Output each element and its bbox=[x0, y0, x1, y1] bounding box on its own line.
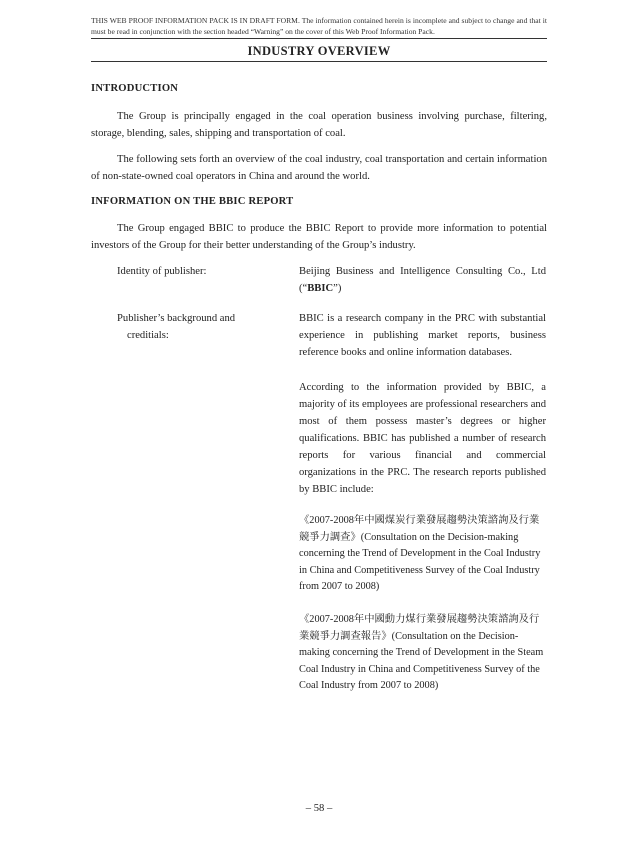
introduction-heading: INTRODUCTION bbox=[91, 83, 179, 94]
header-rule-top bbox=[91, 38, 547, 39]
publisher-background-label bbox=[117, 310, 267, 344]
introduction-paragraph-2: The following sets forth an overview of the coal industry, coal transportation and certain information of non-state-owned coal operators in China and around the world. bbox=[91, 154, 547, 182]
page-number: – 58 – bbox=[305, 803, 333, 814]
publisher-background-paragraph-1: BBIC is a research company in the PRC with substantial experience in publishing market reports, business reference books and online information databases. bbox=[299, 313, 546, 358]
publisher-background-paragraph-2: According to the information provided by BBIC, a majority of its employees are professional researchers and most of them possess master’s degrees or higher qualifications. BBIC has published a number of research reports for various financial and commercial organizations in the PRC. The research reports published by BBIC include: bbox=[299, 382, 546, 495]
section-title: INDUSTRY OVERVIEW bbox=[247, 44, 391, 58]
publisher-name-close: ”) bbox=[333, 283, 342, 294]
introduction-paragraph-1: The Group is principally engaged in the coal operation business involving purchase, filtering, storage, blending, sales, shipping and transportation of coal. bbox=[91, 111, 547, 139]
publisher-background-label-line1: Publisher’s background and bbox=[117, 313, 236, 324]
bbic-report-item-2: 《2007-2008年中國動力煤行業發展趨勢決策諮詢及行業競爭力調查報告》(Consultation on the Decision-making concerning the Trend of Development in the Steam Coal Industry in China and Competitiveness Survey of the Coal Industry from 2007 to 2008) bbox=[299, 614, 544, 692]
publisher-name-text: Beijing Business and Intelligence Consulting Co., Ltd (“ bbox=[299, 266, 546, 294]
publisher-abbreviation: BBIC bbox=[307, 283, 334, 294]
publisher-background-label-line2: creditials: bbox=[127, 330, 169, 341]
bbic-paragraph: The Group engaged BBIC to produce the BBIC Report to provide more information to potential investors of the Group for their better understanding of the Group’s industry. bbox=[91, 223, 547, 251]
header-rule-bottom bbox=[91, 61, 547, 62]
draft-disclaimer: THIS WEB PROOF INFORMATION PACK IS IN DRAFT FORM. The information contained herein is incomplete and subject to change and that it must be read in conjunction with the section headed “Warning” on the cover of this Web Proof Information Pack. bbox=[91, 16, 547, 36]
publisher-identity-label: Identity of publisher: bbox=[117, 266, 207, 277]
publisher-identity-value bbox=[299, 263, 546, 297]
bbic-heading: INFORMATION ON THE BBIC REPORT bbox=[91, 196, 294, 207]
bbic-report-item-1: 《2007-2008年中國煤炭行業發展趨勢決策諮詢及行業競爭力調查》(Consultation on the Decision-making concerning the Trend of Development in the Coal Industry in China and Competitiveness Survey of the Coal Industry from 2007 to 2008) bbox=[299, 515, 541, 593]
